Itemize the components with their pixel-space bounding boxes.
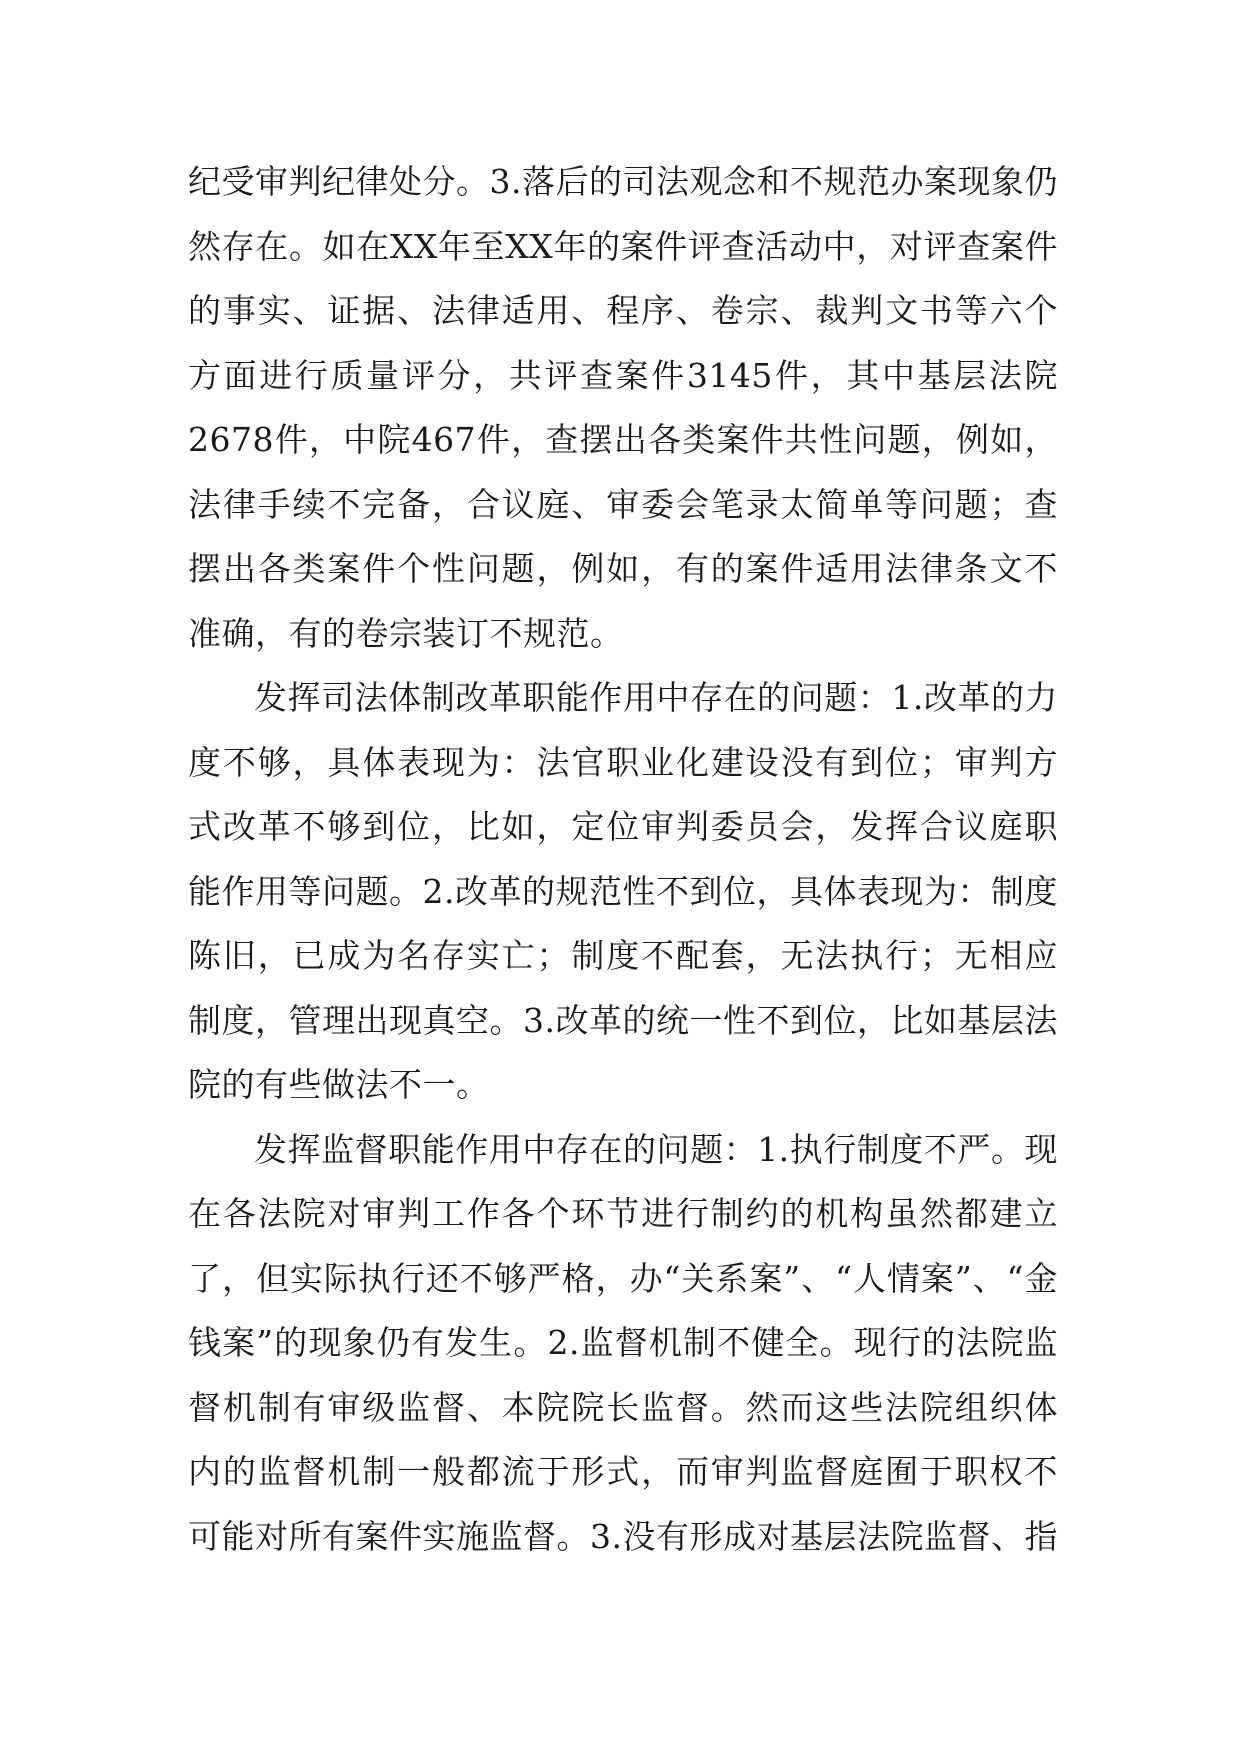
paragraph-judicial-reform: 发挥司法体制改革职能作用中存在的问题：1.改革的力度不够，具体表现为：法官职业化建设没有到位；审判方式改革不够到位，比如，定位审判委员会，发挥合议庭职能作用等问题。2.改革的规范性不到位，具体表现为：制度陈旧，已成为名存实亡；制度不配套，无法执行；无相应制度，管理出现真空。3.改革的统一性不到位，比如基层法院的有些做法不一。: [188, 678, 1058, 1104]
paragraph-case-review: 纪受审判纪律处分。3.落后的司法观念和不规范办案现象仍然存在。如在XX年至XX年的案件评查活动中，对评查案件的事实、证据、法律适用、程序、卷宗、裁判文书等六个方面进行质量评分，共评查案件3145件，其中基层法院2678件，中院467件，查摆出各类案件共性问题，例如，法律手续不完备，合议庭、审委会笔录太简单等问题；查摆出各类案件个性问题，例如，有的案件适用法律条文不准确，有的卷宗装订不规范。: [188, 162, 1058, 653]
document-body: [188, 150, 1058, 1569]
paragraph-supervision: 发挥监督职能作用中存在的问题：1.执行制度不严。现在各法院对审判工作各个环节进行制约的机构虽然都建立了，但实际执行还不够严格，办“关系案”、“人情案”、“金钱案”的现象仍有发生。2.监督机制不健全。现行的法院监督机制有审级监督、本院院长监督。然而这些法院组织体内的监督机制一般都流于形式，而审判监督庭囿于职权不可能对所有案件实施监督。3.没有形成对基层法院监督、指: [188, 1129, 1058, 1556]
